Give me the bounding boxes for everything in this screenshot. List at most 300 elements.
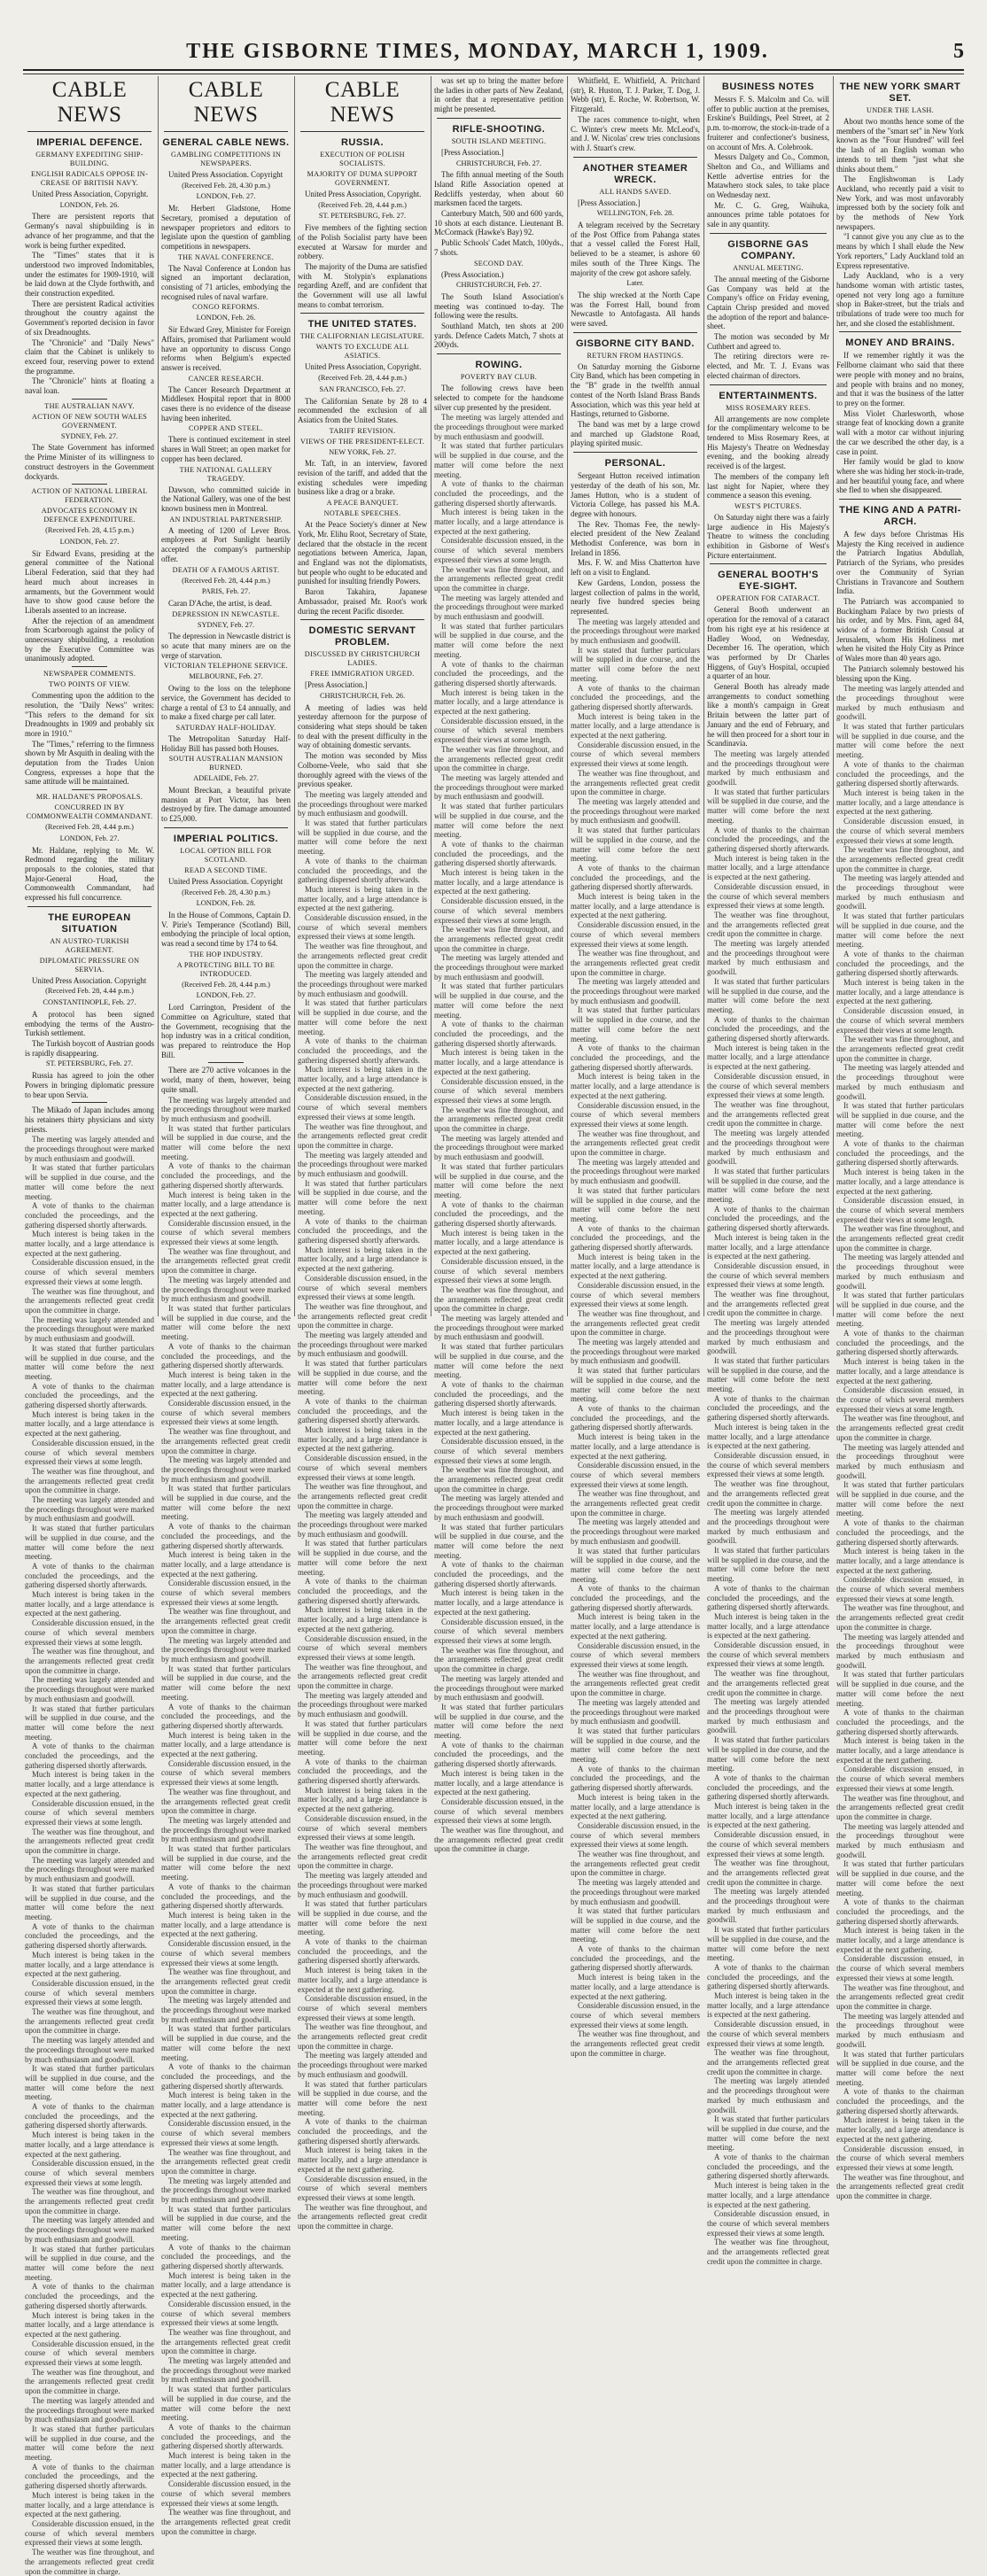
article-paragraph: Much interest is being taken in the matter locally, and a large attendance is expected at the next gathering.: [707, 1991, 829, 2020]
article-paragraph: The meeting was largely attended and the proceedings throughout were marked by much enthusiasm and goodwill.: [25, 1495, 154, 1524]
article-paragraph: A vote of thanks to the chairman concluded the proceedings, and the gathering dispersed shortly afterwards.: [25, 2102, 154, 2130]
article-paragraph: The "Times" states that it is understood two improved Indomitables, under the estimates for 1909-1910, will be laid down at the Clyde forthwith, and their construction expedited.: [25, 251, 154, 299]
article-paragraph: A telegram received by the Secretary of the Post Office from Pahanga states that a vessel called the Forest Hall, believed to be a steamer, is ashore 60 miles south of the Three Kings. The majority of the crew got ashore safely.: [571, 221, 700, 277]
article-paragraph: The meeting was largely attended and the proceedings throughout were marked by much enthusiasm and goodwill.: [434, 1673, 563, 1703]
section-rule: [27, 906, 152, 907]
article-paragraph: It was stated that further particulars will be supplied in due course, and the matter will come before the next meeting.: [298, 2079, 427, 2117]
column-rule: [703, 76, 704, 1316]
article-paragraph: A vote of thanks to the chairman concluded the proceedings, and the gathering dispersed shortly afterwards.: [161, 1702, 291, 1730]
article-paragraph: A vote of thanks to the chairman concluded the proceedings, and the gathering dispersed shortly afterwards.: [298, 1757, 427, 1786]
article-paragraph: The weather was fine throughout, and the arrangements reflected great credit upon the committee in charge.: [161, 1967, 291, 1996]
dateline: LONDON, Feb. 27.: [59, 537, 120, 546]
article-paragraph: Considerable discussion ensued, in the course of which several members expressed their views at some length.: [161, 1939, 291, 1967]
article-paragraph: Considerable discussion ensued, in the course of which several members expressed their views at some length.: [836, 1196, 964, 1224]
article-paragraph: The meeting was largely attended and the proceedings throughout were marked by much enthusiasm and goodwill.: [707, 749, 829, 788]
article-paragraph: The meeting was largely attended and the proceedings throughout were marked by much enthusiasm and goodwill.: [571, 797, 700, 826]
article-paragraph: The weather was fine throughout, and the arrangements reflected great credit upon the committee in charge.: [25, 1827, 154, 1856]
article-paragraph: Southland Match, ten shots at 200 yards. Defence Cadets Match, 7 shots at 200yds.: [434, 322, 563, 350]
article-paragraph: [Press Association.]: [441, 147, 504, 157]
article-paragraph: Considerable discussion ensued, in the course of which several members expressed their views at some length.: [707, 1641, 829, 1669]
article-paragraph: Considerable discussion ensued, in the course of which several members expressed their views at some length.: [161, 1579, 291, 1607]
article-headline: ROWING.: [475, 360, 523, 371]
article-paragraph: Considerable discussion ensued, in the course of which several members expressed their views at some length.: [434, 536, 563, 564]
article-paragraph: It was stated that further particulars will be supplied in due course, and the matter will come before the next meeting.: [161, 2024, 291, 2062]
article-paragraph: Considerable discussion ensued, in the course of which several members expressed their views at some length.: [571, 2001, 700, 2029]
article-paragraph: The weather was fine throughout, and the arrangements reflected great credit upon the committee in charge.: [25, 1647, 154, 1675]
article-subheading: POVERTY BAY CLUB.: [460, 373, 538, 382]
article-paragraph: The Cancer Research Department at Middlesex Hospital report that in 8000 cases there is no evidence of the disease having been inherited.: [161, 384, 291, 423]
dateline: SYDNEY, Feb. 27.: [197, 620, 255, 629]
article-paragraph: It was stated that further particulars will be supplied in due course, and the matter will come before the next meeting.: [25, 2064, 154, 2102]
article-paragraph: Dawson, who committed suicide in the National Gallery, was one of the best known business men in Montreal.: [161, 485, 291, 513]
article-paragraph: The meeting was largely attended and the proceedings throughout were marked by much enthusiasm and goodwill.: [25, 1855, 154, 1884]
article-paragraph: The motion was seconded by Miss Colborne-Veele, who said that she thoroughly agreed with the views of the previous speaker.: [298, 751, 427, 789]
article-paragraph: Much interest is being taken in the matter locally, and a large attendance is expected at the next gathering.: [836, 1168, 964, 1196]
section-rule: [437, 118, 561, 119]
article-paragraph: The weather was fine throughout, and the arrangements reflected great credit upon the committee in charge.: [434, 925, 563, 953]
article-paragraph: The meeting was largely attended and the proceedings throughout were marked by much enthusiasm and goodwill.: [434, 953, 563, 982]
article-paragraph: The meeting was largely attended and the proceedings throughout were marked by much enthusiasm and goodwill.: [434, 1133, 563, 1162]
article-subheading: A PROTECTING BILL TO BE INTRODUCED.: [176, 960, 276, 978]
article-paragraph: A vote of thanks to the chairman concluded the proceedings, and the gathering dispersed shortly afterwards.: [25, 1921, 154, 1951]
article-paragraph: Much interest is being taken in the matter locally, and a large attendance is expected at the next gathering.: [707, 1232, 829, 1261]
article-paragraph: The weather was fine throughout, and the arrangements reflected great credit upon the committee in charge.: [298, 1662, 427, 1691]
article-paragraph: On Saturday morning the Gisborne City Band, which has been competing in the "B" grade in the twelfth annual contest of the North Island Brass Bands Association, which was this year held at Hastings, returned to Gisborne.: [571, 361, 700, 419]
article-paragraph: Considerable discussion ensued, in the course of which several members expressed their views at some length.: [571, 1641, 700, 1669]
article-paragraph: Considerable discussion ensued, in the course of which several members expressed their views at some length.: [836, 2144, 964, 2172]
article-subheading: GERMANY EXPEDITING SHIP-BUILDING.: [35, 151, 144, 167]
column-rule: [158, 76, 159, 1316]
dateline: LONDON, Feb. 26.: [196, 314, 256, 322]
article-subheading: ANNUAL MEETING.: [733, 263, 804, 272]
dateline: SYDNEY, Feb. 27.: [60, 431, 119, 440]
article-paragraph: Considerable discussion ensued, in the course of which several members expressed their views at some length.: [571, 1461, 700, 1489]
article-paragraph: Much interest is being taken in the matter locally, and a large attendance is expected at the next gathering.: [571, 711, 700, 741]
article-paragraph: A vote of thanks to the chairman concluded the proceedings, and the gathering dispersed shortly afterwards.: [25, 2282, 154, 2310]
article-paragraph: It was stated that further particulars will be supplied in due course, and the matter will come before the next meeting.: [161, 1123, 291, 1161]
article-subheading: TWO POINTS OF VIEW.: [48, 680, 131, 689]
article-paragraph: United Press Association, Copyright.: [305, 190, 422, 198]
article-paragraph: Much interest is being taken in the matter locally, and a large attendance is expected at the next gathering.: [25, 2310, 154, 2339]
article-paragraph: Considerable discussion ensued, in the course of which several members expressed their views at some length.: [298, 2174, 427, 2202]
article-paragraph: The band was met by a large crowd and marched up Gladstone Road, playing spirited music.: [571, 419, 700, 448]
article-paragraph: Much interest is being taken in the matter locally, and a large attendance is expected at the next gathering.: [707, 1611, 829, 1641]
article-paragraph: The meeting was largely attended and the proceedings throughout were marked by much enthusiasm and goodwill.: [25, 1315, 154, 1344]
article-paragraph: A vote of thanks to the chairman concluded the proceedings, and the gathering dispersed shortly afterwards.: [25, 1742, 154, 1770]
article-paragraph: Considerable discussion ensued, in the course of which several members expressed their views at some length.: [298, 1633, 427, 1662]
article-paragraph: It was stated that further particulars will be supplied in due course, and the matter will come before the next meeting.: [571, 1906, 700, 1944]
article-paragraph: Much interest is being taken in the matter locally, and a large attendance is expected at the next gathering.: [571, 1072, 700, 1100]
article-paragraph: The Mikado of Japan includes among his retainers thirty physicians and sixty priests.: [25, 1106, 154, 1134]
article-paragraph: It was stated that further particulars will be supplied in due course, and the matter will come before the next meeting.: [298, 1359, 427, 1397]
column-5: [571, 76, 700, 2058]
dateline: SAN FRANCISCO, Feb. 27.: [319, 384, 406, 393]
article-paragraph: The weather was fine throughout, and the arrangements reflected great credit upon the committee in charge.: [707, 1099, 829, 1129]
article-paragraph: A vote of thanks to the chairman concluded the proceedings, and the gathering dispersed shortly afterwards.: [836, 1518, 964, 1547]
article-paragraph: Considerable discussion ensued, in the course of which several members expressed their views at some length.: [298, 1454, 427, 1482]
article-paragraph: Lord Carrington, President of the Committee on Agriculture, stated that the Government, recognising that the hop industry was in a critical condition, was prepared to reintroduce the Hop Bill.: [161, 1003, 291, 1059]
article-paragraph: Sir Edward Evans, presiding at the general committee of the National Liberal Federation, said that they had heard much about increases in armaments, but the Government would have to show good cause before the Liberals assented to an increase.: [25, 548, 154, 615]
article-paragraph: A vote of thanks to the chairman concluded the proceedings, and the gathering dispersed shortly afterwards.: [571, 683, 700, 711]
article-paragraph: The meeting was largely attended and the proceedings throughout were marked by much enthusiasm and goodwill.: [25, 1135, 154, 1163]
article-subheading: AN INDUSTRIAL PARTNERSHIP.: [169, 515, 283, 524]
article-paragraph: A vote of thanks to the chairman concluded the proceedings, and the gathering dispersed shortly afterwards.: [298, 1577, 427, 1605]
column-4: [434, 76, 563, 1854]
article-paragraph: A vote of thanks to the chairman concluded the proceedings, and the gathering dispersed shortly afterwards.: [707, 825, 830, 853]
article-paragraph: Considerable discussion ensued, in the course of which several members expressed their views at some length.: [298, 913, 427, 942]
article-paragraph: Five members of the fighting section of the Polish Socialist party have been executed at Warsaw for murder and robbery.: [298, 223, 427, 261]
article-subheading: SATURDAY HALF-HOLIDAY.: [175, 723, 276, 732]
article-paragraph: Much interest is being taken in the matter locally, and a large attendance is expected at the next gathering.: [25, 1770, 154, 1798]
article-paragraph: The meeting was largely attended and the proceedings throughout were marked by much enthusiasm and goodwill.: [571, 1338, 700, 1366]
article-paragraph: Much interest is being taken in the matter locally, and a large attendance is expected at the next gathering.: [298, 884, 427, 913]
article-paragraph: It was stated that further particulars will be supplied in due course, and the matter will come before the next meeting.: [707, 1355, 829, 1394]
article-paragraph: The weather was fine throughout, and the arrangements reflected great credit upon the committee in charge.: [161, 2327, 291, 2356]
article-paragraph: It was stated that further particulars will be supplied in due course, and the matter will come before the next meeting.: [836, 1670, 964, 1708]
article-paragraph: A vote of thanks to the chairman concluded the proceedings, and the gathering dispersed shortly afterwards.: [298, 1937, 427, 1966]
article-paragraph: Much interest is being taken in the matter locally, and a large attendance is expected at the next gathering.: [434, 687, 563, 717]
article-headline: ENTERTAINMENTS.: [719, 390, 818, 401]
article-paragraph: The meeting was largely attended and the proceedings throughout were marked by much enthusiasm and goodwill.: [434, 1494, 563, 1522]
article-paragraph: A vote of thanks to the chairman concluded the proceedings, and the gathering dispersed shortly afterwards.: [434, 1020, 563, 1048]
article-subheading: TARIFF REVISION.: [329, 426, 396, 435]
article-paragraph: It was stated that further particulars will be supplied in due course, and the matter will come before the next meeting.: [434, 1522, 563, 1560]
article-headline: MONEY AND BRAINS.: [845, 338, 955, 349]
article-paragraph: The meeting was largely attended and the proceedings throughout were marked by much enthusiasm and goodwill.: [434, 413, 563, 441]
article-paragraph: A vote of thanks to the chairman concluded the proceedings, and the gathering dispersed shortly afterwards.: [707, 1583, 830, 1612]
article-paragraph: Much interest is being taken in the matter locally, and a large attendance is expected at the next gathering.: [434, 1048, 563, 1076]
article-paragraph: It was stated that further particulars will be supplied in due course, and the matter will come before the next meeting.: [161, 1844, 291, 1882]
article-paragraph: The State Government has informed the Prime Minister of its willingness to construct destroyers in the Government dockyards.: [25, 443, 154, 481]
dateline: (Received Feb. 28, 4.44 p.m.): [182, 980, 270, 989]
article-paragraph: The meeting was largely attended and the proceedings throughout were marked by much enthusiasm and goodwill.: [298, 789, 427, 819]
article-paragraph: It was stated that further particulars will be supplied in due course, and the matter will come before the next meeting.: [434, 802, 563, 840]
article-paragraph: (Press Association.): [441, 269, 504, 279]
dateline: LONDON, Feb. 26.: [59, 200, 120, 209]
article-paragraph: Considerable discussion ensued, in the course of which several members expressed their views at some length.: [571, 740, 700, 769]
article-paragraph: The Rev. Thomas Fee, the newly-elected president of the New Zealand Methodist Conference, was born in Ireland in 1856.: [571, 519, 700, 557]
article-subheading: MR. HALDANE'S PROPOSALS.: [35, 793, 144, 802]
article-paragraph: The weather was fine throughout, and the arrangements reflected great credit upon the committee in charge.: [707, 1290, 829, 1318]
article-paragraph: After the rejection of an amendment from Scarborough against the policy of unnecessary shipbuilding, a resolution by the Executive Committee was unanimously adopted.: [25, 616, 154, 663]
article-paragraph: A vote of thanks to the chairman concluded the proceedings, and the gathering dispersed shortly afterwards.: [707, 1014, 830, 1044]
article-paragraph: United Press Association, Copyright.: [32, 190, 149, 198]
article-paragraph: It was stated that further particulars will be supplied in due course, and the matter will come before the next meeting.: [707, 1546, 829, 1584]
article-paragraph: The meeting was largely attended and the proceedings throughout were marked by much enthusiasm and goodwill.: [298, 970, 427, 998]
article-paragraph: Much interest is being taken in the matter locally, and a large attendance is expected at the next gathering.: [298, 1245, 427, 1274]
article-paragraph: A vote of thanks to the chairman concluded the proceedings, and the gathering dispersed shortly afterwards.: [571, 1944, 700, 1973]
article-paragraph: It was stated that further particulars will be supplied in due course, and the matter will come before the next meeting.: [571, 1726, 700, 1765]
dateline: NEW YORK, Feb. 27.: [329, 447, 396, 456]
column-6: [707, 76, 830, 2266]
article-paragraph: It was stated that further particulars will be supplied in due course, and the matter will come before the next meeting.: [707, 1166, 829, 1205]
article-paragraph: Caran D'Ache, the artist, is dead.: [168, 598, 272, 608]
article-paragraph: It was stated that further particulars will be supplied in due course, and the matter will come before the next meeting.: [298, 1719, 427, 1757]
article-paragraph: Much interest is being taken in the matter locally, and a large attendance is expected at the next gathering.: [25, 2490, 154, 2519]
article-paragraph: A vote of thanks to the chairman concluded the proceedings, and the gathering dispersed shortly afterwards.: [836, 759, 964, 788]
section-rule: [164, 827, 288, 828]
article-paragraph: The Englishwoman is Lady Auckland, who recently paid a visit to New York, and was most unfavorably impressed both by the society folk and by the methods of New York newspapers.: [836, 175, 964, 231]
article-headline: GISBORNE GAS COMPANY.: [727, 238, 809, 261]
article-paragraph: It was stated that further particulars will be supplied in due course, and the matter will come before the next meeting.: [25, 1524, 154, 1562]
article-paragraph: Much interest is being taken in the matter locally, and a large attendance is expected at the next gathering.: [298, 1785, 427, 1814]
article-paragraph: The Naval Conference at London has signed an important declaration, consisting of 71 articles, embodying the recognised rules of naval warfare.: [161, 263, 291, 301]
article-paragraph: Considerable discussion ensued, in the course of which several members expressed their views at some length.: [836, 1954, 964, 1982]
article-paragraph: In the House of Commons, Captain D. V. Pirie's Temperance (Scotland) Bill, embodying the principle of local option, was read a second time by 174 to 64.: [161, 910, 291, 949]
article-subheading: EXECUTION OF POLISH SOCIALISTS.: [320, 151, 405, 167]
article-paragraph: The weather was fine throughout, and the arrangements reflected great credit upon the committee in charge.: [434, 744, 563, 773]
article-paragraph: Mr. Herbert Gladstone, Home Secretary, promised a deputation of newspaper proprietors and editors to legislate upon the question of gambling competitions in newspapers.: [161, 204, 291, 251]
article-paragraph: The weather was fine throughout, and the arrangements reflected great credit upon the committee in charge.: [707, 1669, 829, 1697]
article-paragraph: The meeting was largely attended and the proceedings throughout were marked by much enthusiasm and goodwill.: [161, 1815, 291, 1844]
article-paragraph: Much interest is being taken in the matter locally, and a large attendance is expected at the next gathering.: [571, 1252, 700, 1281]
article-headline: DOMESTIC SERVANT PROBLEM.: [308, 625, 416, 648]
article-paragraph: The "Chronicle" and "Daily News" claim that the Cabinet is unlikely to exceed four, reserving power to extend the programme.: [25, 338, 154, 376]
article-paragraph: The depression in Newcastle district is so acute that many miners are on the verge of starvation.: [161, 632, 291, 660]
dateline: LONDON, Feb. 27.: [59, 834, 120, 842]
article-paragraph: The weather was fine throughout, and the arrangements reflected great credit upon the committee in charge.: [836, 1224, 964, 1253]
article-paragraph: A few days before Christmas His Majesty the King received in audience the Patriarch Ingatius Abdullah, Patriarch of the Syrians, who presides over the Community of Syrian Christians in Travancore and Southern India.: [836, 530, 964, 596]
article-paragraph: Considerable discussion ensued, in the course of which several members expressed their views at some length.: [707, 2209, 829, 2238]
article-paragraph: A vote of thanks to the chairman concluded the proceedings, and the gathering dispersed shortly afterwards.: [707, 1962, 830, 1991]
article-paragraph: Considerable discussion ensued, in the course of which several members expressed their views at some length.: [298, 1813, 427, 1843]
article-paragraph: Whitfield, E. Whitfield, A. Pritchard (str), R. Huston, T. J. Parker, T. Dog, J. Webb (str), E. Roche, W. Robertson, W. Fitzgerald.: [571, 76, 700, 114]
article-paragraph: Much interest is being taken in the matter locally, and a large attendance is expected at the next gathering.: [298, 1605, 427, 1633]
article-paragraph: The weather was fine throughout, and the arrangements reflected great credit upon the committee in charge.: [434, 1826, 563, 1854]
article-separator: [72, 666, 108, 667]
article-subheading: THE AUSTRALIAN NAVY.: [44, 401, 135, 410]
article-paragraph: Much interest is being taken in the matter locally, and a large attendance is expected at the next gathering.: [571, 1612, 700, 1641]
article-subheading: A PEACE BANQUET.: [326, 499, 399, 508]
article-subheading: SECOND DAY.: [473, 259, 525, 268]
article-paragraph: The weather was fine throughout, and the arrangements reflected great credit upon the committee in charge.: [707, 1479, 829, 1508]
article-paragraph: Much interest is being taken in the matter locally, and a large attendance is expected at the next gathering.: [836, 1547, 964, 1575]
article-paragraph: The weather was fine throughout, and the arrangements reflected great credit upon the committee in charge.: [707, 910, 829, 939]
dateline: LONDON, Feb. 27.: [196, 991, 256, 1000]
article-paragraph: All arrangements are now complete for the complimentary welcome to be tendered to Miss Rosemary Rees, at His Majesty's Theatre on Wednesday evening, and the booking already received is of the largest.: [707, 414, 829, 471]
article-paragraph: The meeting was largely attended and the proceedings throughout were marked by much enthusiasm and goodwill.: [836, 1821, 964, 1859]
article-paragraph: The majority of the Duma are satisfied with M. Stolypin's explanations regarding Azeff, and are confident that the Government will use all lawful means to combat terrorism.: [298, 261, 427, 309]
article-paragraph: Much interest is being taken in the matter locally, and a large attendance is expected at the next gathering.: [571, 1792, 700, 1821]
article-paragraph: The meeting was largely attended and the proceedings throughout were marked by much enthusiasm and goodwill.: [707, 2076, 829, 2114]
article-paragraph: There is continued excitement in steel shares in Wall Street; an open market for copper has been declared.: [161, 435, 291, 463]
article-paragraph: Much interest is being taken in the matter locally, and a large attendance is expected at the next gathering.: [434, 1588, 563, 1617]
article-paragraph: The weather was fine throughout, and the arrangements reflected great credit upon the committee in charge.: [836, 1603, 964, 1632]
article-paragraph: The weather was fine throughout, and the arrangements reflected great credit upon the committee in charge.: [434, 564, 563, 593]
article-paragraph: It was stated that further particulars will be supplied in due course, and the matter will come before the next meeting.: [434, 982, 563, 1020]
article-subheading: LOCAL OPTION BILL FOR SCOTLAND.: [180, 846, 272, 864]
section-rule: [573, 332, 697, 333]
article-headline: GENERAL BOOTH'S EYE-SIGHT.: [718, 570, 819, 593]
article-subheading: THE CALIFORNIAN LEGISLATURE.: [299, 332, 425, 341]
article-paragraph: Considerable discussion ensued, in the course of which several members expressed their views at some length.: [434, 1256, 563, 1285]
article-paragraph: Much interest is being taken in the matter locally, and a large attendance is expected at the next gathering.: [161, 2270, 291, 2300]
article-paragraph: Mr. C. G. Greg, Waihuka, announces prime table potatoes for sale in any quantity.: [707, 200, 829, 229]
article-separator: [72, 1102, 108, 1103]
article-paragraph: There are persistent Radical activities throughout the country against the Government's reported decision in favor of six Dreadnoughts.: [25, 299, 154, 337]
article-separator: [72, 484, 108, 485]
article-subheading: CONCURRED IN BY COMMONWEALTH COMMANDANT.: [26, 803, 153, 821]
article-paragraph: Much interest is being taken in the matter locally, and a large attendance is expected at the next gathering.: [25, 1590, 154, 1618]
article-paragraph: The weather was fine throughout, and the arrangements reflected great credit upon the committee in charge.: [25, 2187, 154, 2215]
article-paragraph: Much interest is being taken in the matter locally, and a large attendance is expected at the next gathering.: [571, 1432, 700, 1461]
article-paragraph: It was stated that further particulars will be supplied in due course, and the matter will come before the next meeting.: [836, 1291, 964, 1329]
article-paragraph: The meeting was largely attended and the proceedings throughout were marked by much enthusiasm and goodwill.: [434, 1314, 563, 1342]
article-paragraph: The meeting was largely attended and the proceedings throughout were marked by much enthusiasm and goodwill.: [298, 1510, 427, 1539]
article-paragraph: Considerable discussion ensued, in the course of which several members expressed their views at some length.: [161, 1758, 291, 1788]
article-paragraph: The members of the company left last night for Napier, where they commence a season this evening.: [707, 471, 829, 500]
article-paragraph: Much interest is being taken in the matter locally, and a large attendance is expected at the next gathering.: [434, 1408, 563, 1437]
section-rule: [710, 563, 827, 564]
article-headline: THE NEW YORK SMART SET.: [839, 81, 961, 104]
section-rule: [300, 619, 424, 620]
article-paragraph: The meeting was largely attended and the proceedings throughout were marked by much enthusiasm and goodwill.: [434, 773, 563, 802]
article-subheading: MAJORITY OF DUMA SUPPORT GOVERNMENT.: [307, 170, 418, 187]
article-paragraph: The meeting was largely attended and the proceedings throughout were marked by much enthusiasm and goodwill.: [707, 1508, 829, 1546]
article-paragraph: The weather was fine throughout, and the arrangements reflected great credit upon the committee in charge.: [298, 1121, 427, 1150]
article-headline: GENERAL CABLE NEWS.: [162, 137, 290, 148]
dateline: (Received Feb. 28, 4.44 p.m.): [182, 576, 270, 585]
article-paragraph: The meeting was largely attended and the proceedings throughout were marked by much enthusiasm and goodwill.: [571, 1878, 700, 1906]
article-subheading: VIEWS OF THE PRESIDENT-ELECT.: [300, 437, 424, 446]
article-paragraph: The meeting was largely attended and the proceedings throughout were marked by much enthusiasm and goodwill.: [25, 1675, 154, 1703]
article-paragraph: The South Island Association's meeting was continued to-day. The following were the results.: [434, 291, 563, 321]
article-paragraph: A vote of thanks to the chairman concluded the proceedings, and the gathering dispersed shortly afterwards.: [571, 1404, 700, 1432]
article-paragraph: The weather was fine throughout, and the arrangements reflected great credit upon the committee in charge.: [571, 1489, 700, 1517]
article-paragraph: Considerable discussion ensued, in the course of which several members expressed their views at some length.: [25, 1618, 154, 1647]
section-rule: [164, 131, 288, 132]
article-paragraph: Considerable discussion ensued, in the course of which several members expressed their views at some length.: [836, 1385, 964, 1414]
column-3: [298, 76, 427, 2231]
article-paragraph: The weather was fine throughout, and the arrangements reflected great credit upon the committee in charge.: [571, 1850, 700, 1878]
article-paragraph: The weather was fine throughout, and the arrangements reflected great credit upon the committee in charge.: [836, 1414, 964, 1442]
article-paragraph: The weather was fine throughout, and the arrangements reflected great credit upon the committee in charge.: [161, 1607, 291, 1635]
article-paragraph: A vote of thanks to the chairman concluded the proceedings, and the gathering dispersed shortly afterwards.: [434, 839, 563, 868]
article-paragraph: Much interest is being taken in the matter locally, and a large attendance is expected at the next gathering.: [836, 2115, 964, 2144]
article-subheading: GAMBLING COMPETITIONS IN NEWSPAPERS.: [170, 151, 282, 167]
article-paragraph: The meeting was largely attended and the proceedings throughout were marked by much enthusiasm and goodwill.: [298, 1331, 427, 1359]
dateline: ST. PETERSBURG, Feb. 27.: [45, 1059, 134, 1068]
article-subheading: ALL HANDS SAVED.: [599, 187, 672, 196]
article-paragraph: The Metropolitan Saturday Half-Holiday Bill has passed both Houses.: [161, 733, 291, 753]
article-paragraph: Considerable discussion ensued, in the course of which several members expressed their views at some length.: [571, 1280, 700, 1309]
article-paragraph: General Booth has already made arrangements to conduct something like a month's campaign in Great Britain between the latter part of January and the end of February, and he will then proceed for a short tour in Scandinavia.: [707, 682, 829, 749]
article-paragraph: Considerable discussion ensued, in the course of which several members expressed their views at some length.: [571, 1820, 700, 1850]
article-paragraph: The meeting was largely attended and the proceedings throughout were marked by much enthusiasm and goodwill.: [298, 1150, 427, 1179]
article-subheading: RETURN FROM HASTINGS.: [587, 351, 684, 360]
article-paragraph: Much interest is being taken in the matter locally, and a large attendance is expected at the next gathering.: [25, 1950, 154, 1979]
article-paragraph: A vote of thanks to the chairman concluded the proceedings, and the gathering dispersed shortly afterwards.: [707, 1393, 830, 1423]
article-paragraph: The weather was fine throughout, and the arrangements reflected great credit upon the committee in charge.: [836, 845, 964, 873]
article-subheading: ACTION OF NEW SOUTH WALES GOVERNMENT.: [31, 412, 147, 430]
article-paragraph: Her family would be glad to know where she was hiding her stock-in-trade, and her beautiful young face, and where she fled to when she disappeared.: [836, 457, 964, 495]
article-paragraph: A protocol has been signed embodying the terms of the Austro-Turkish settlement.: [25, 1009, 154, 1038]
article-paragraph: The meeting was largely attended and the proceedings throughout were marked by much enthusiasm and goodwill.: [571, 1517, 700, 1546]
article-paragraph: Mount Breckan, a beautiful private mansion at Port Victor, has been destroyed by fire. The damage amounted to £25,000.: [161, 786, 291, 824]
article-separator: [72, 789, 108, 790]
article-paragraph: Much interest is being taken in the matter locally, and a large attendance is expected at the next gathering.: [571, 892, 700, 920]
article-paragraph: The meeting was largely attended and the proceedings throughout were marked by much enthusiasm and goodwill.: [298, 1871, 427, 1899]
article-paragraph: The weather was fine throughout, and the arrangements reflected great credit upon the committee in charge.: [161, 1787, 291, 1816]
article-paragraph: The weather was fine throughout, and the arrangements reflected great credit upon the committee in charge.: [707, 1858, 829, 1887]
article-paragraph: The weather was fine throughout, and the arrangements reflected great credit upon the committee in charge.: [161, 2147, 291, 2176]
article-paragraph: Mr. Taft, in an interview, favored revision of the tariff, and added that the existing schedules were impeding business like a drag or a brake.: [298, 459, 427, 497]
article-paragraph: The meeting was largely attended and the proceedings throughout were marked by much enthusiasm and goodwill.: [434, 593, 563, 622]
article-paragraph: It was stated that further particulars will be supplied in due course, and the matter will come before the next meeting.: [25, 1343, 154, 1381]
article-paragraph: The meeting was largely attended and the proceedings throughout were marked by much enthusiasm and goodwill.: [571, 1157, 700, 1186]
article-paragraph: Much interest is being taken in the matter locally, and a large attendance is expected at the next gathering.: [571, 1973, 700, 2001]
article-paragraph: The meeting was largely attended and the proceedings throughout were marked by much enthusiasm and goodwill.: [571, 1697, 700, 1726]
section-rule: [573, 452, 697, 453]
article-headline: THE EUROPEAN SITUATION: [48, 912, 131, 935]
article-paragraph: The weather was fine throughout, and the arrangements reflected great credit upon the committee in charge.: [571, 2029, 700, 2058]
article-subheading: SOUTH AUSTRALIAN MANSION BURNED.: [168, 755, 284, 772]
article-paragraph: There are persistent reports that Germany's naval shipbuilding is in advance of her programme, and that the work is being further expedited.: [25, 212, 154, 250]
article-paragraph: United Press Association. Copyright: [168, 876, 284, 886]
article-paragraph: Considerable discussion ensued, in the course of which several members expressed their views at some length.: [707, 1451, 829, 1479]
article-subheading: CONGO REFORMS.: [192, 303, 260, 312]
article-paragraph: Considerable discussion ensued, in the course of which several members expressed their views at some length.: [25, 2518, 154, 2548]
article-paragraph: The weather was fine throughout, and the arrangements reflected great credit upon the committee in charge.: [836, 2172, 964, 2201]
article-paragraph: The weather was fine throughout, and the arrangements reflected great credit upon the committee in charge.: [434, 1465, 563, 1494]
article-paragraph: Considerable discussion ensued, in the course of which several members expressed their views at some length.: [707, 1830, 829, 1858]
article-paragraph: A vote of thanks to the chairman concluded the proceedings, and the gathering dispersed shortly afterwards.: [298, 2117, 427, 2145]
section-rule: [437, 353, 561, 354]
article-paragraph: "I cannot give you any clue as to the means by which I shall elude the New York reporters," Lady Auckland told an Express representative.: [836, 232, 964, 270]
article-paragraph: Much interest is being taken in the matter locally, and a large attendance is expected at the next gathering.: [707, 2181, 829, 2209]
article-paragraph: Considerable discussion ensued, in the course of which several members expressed their views at some length.: [25, 2339, 154, 2368]
article-paragraph: The meeting was largely attended and the proceedings throughout were marked by much enthusiasm and goodwill.: [161, 2356, 291, 2385]
article-paragraph: It was stated that further particulars will be supplied in due course, and the matter will come before the next meeting.: [298, 819, 427, 857]
article-paragraph: A vote of thanks to the chairman concluded the proceedings, and the gathering dispersed shortly afterwards.: [707, 1773, 830, 1802]
article-paragraph: Public Schools' Cadet Match, 100yds., 7 shots.: [434, 238, 563, 257]
article-paragraph: Considerable discussion ensued, in the course of which several members expressed their views at some length.: [25, 1258, 154, 1286]
article-subheading: WEST'S PICTURES.: [734, 501, 802, 510]
article-paragraph: It was stated that further particulars will be supplied in due course, and the matter will come before the next meeting.: [434, 621, 563, 659]
article-paragraph: A vote of thanks to the chairman concluded the proceedings, and the gathering dispersed shortly afterwards.: [707, 1204, 830, 1233]
article-paragraph: The weather was fine throughout, and the arrangements reflected great credit upon the committee in charge.: [571, 949, 700, 977]
article-paragraph: It was stated that further particulars will be supplied in due course, and the matter will come before the next meeting.: [836, 912, 964, 950]
article-headline: BUSINESS NOTES: [721, 81, 815, 92]
article-paragraph: Considerable discussion ensued, in the course of which several members expressed their views at some length.: [161, 2299, 291, 2328]
article-paragraph: A vote of thanks to the chairman concluded the proceedings, and the gathering dispersed shortly afterwards.: [298, 1036, 427, 1065]
dateline: CONSTANTINOPLE, Feb. 27.: [43, 998, 136, 1007]
article-paragraph: Much interest is being taken in the matter locally, and a large attendance is expected at the next gathering.: [161, 2451, 291, 2479]
article-paragraph: Much interest is being taken in the matter locally, and a large attendance is expected at the next gathering.: [298, 1966, 427, 1994]
article-paragraph: The weather was fine throughout, and the arrangements reflected great credit upon the committee in charge.: [298, 2202, 427, 2231]
article-paragraph: It was stated that further particulars will be supplied in due course, and the matter will come before the next meeting.: [836, 2049, 964, 2087]
dateline: PARIS, Feb. 27.: [201, 587, 251, 596]
article-subheading: DEPRESSION IN NEWCASTLE.: [172, 609, 280, 618]
article-paragraph: Much interest is being taken in the matter locally, and a large attendance is expected at the next gathering.: [836, 978, 964, 1006]
article-paragraph: Much interest is being taken in the matter locally, and a large attendance is expected at the next gathering.: [707, 853, 829, 882]
section-banner: CABLE NEWS: [324, 78, 400, 127]
article-paragraph: The meeting was largely attended and the proceedings throughout were marked by much enthusiasm and goodwill.: [298, 2051, 427, 2079]
article-paragraph: It was stated that further particulars will be supplied in due course, and the matter will come before the next meeting.: [298, 998, 427, 1036]
article-paragraph: It was stated that further particulars will be supplied in due course, and the matter will come before the next meeting.: [707, 1925, 829, 1963]
article-paragraph: It was stated that further particulars will be supplied in due course, and the matter will come before the next meeting.: [707, 976, 829, 1014]
article-paragraph: A vote of thanks to the chairman concluded the proceedings, and the gathering dispersed shortly afterwards.: [434, 1740, 563, 1769]
article-paragraph: The fifth annual meeting of the South Island Rifle Association opened at Redcliffs yesterday, when about 60 marksmen faced the targets.: [434, 170, 563, 208]
article-paragraph: It was stated that further particulars will be supplied in due course, and the matter will come before the next meeting.: [571, 826, 700, 864]
article-paragraph: The "Chronicle" hints at floating a naval loan.: [25, 376, 154, 396]
article-paragraph: Much interest is being taken in the matter locally, and a large attendance is expected at the next gathering.: [25, 1409, 154, 1439]
article-paragraph: Considerable discussion ensued, in the course of which several members expressed their views at some length.: [25, 1438, 154, 1467]
article-paragraph: The Patriarch was accompanied to Buckingham Palace by two priests of his order, and by Mrs. Finn, aged 84, widow of a former British Consul at Jerusalem, whom His Holiness met when he visited the Holy City as Prince of Wales more than 40 years ago.: [836, 596, 964, 663]
article-paragraph: The "Times," referring to the firmness shown by Mr Asquith in dealing with the deputation from the Trades Union Congress, expresses a hope that the same attitude will be maintained.: [25, 739, 154, 787]
article-paragraph: Considerable discussion ensued, in the course of which several members expressed their views at some length.: [571, 1100, 700, 1129]
article-paragraph: Commenting upon the addition to the resolution, the "Daily News" writes: "This refers to the demand for six Dreadnoughts in 1909 and probably six more in 1910.": [25, 691, 154, 738]
